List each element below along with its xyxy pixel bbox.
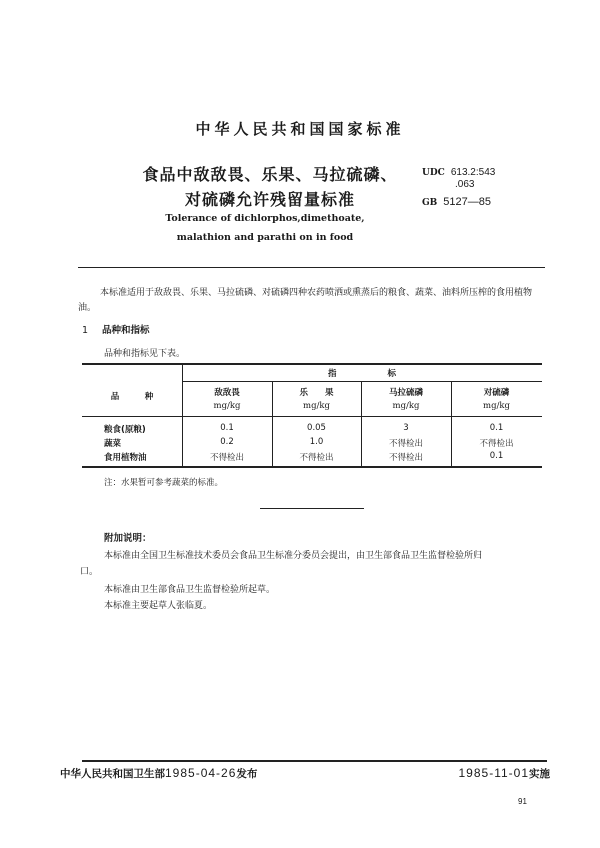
- table-cell: 不得检出: [209, 453, 244, 463]
- udc-value: 613.2:543: [450, 167, 496, 178]
- udc-value-line2: .063: [455, 179, 475, 190]
- table-group-header: 指 标: [327, 369, 396, 379]
- table-note: 注：水果暂可参考蔬菜的标准。: [104, 478, 224, 488]
- issue-suffix: 发布: [236, 768, 258, 780]
- table-row-header: 品 种: [110, 392, 154, 402]
- table-cell: 不得检出: [388, 439, 423, 449]
- gb-value: 5127—85: [443, 196, 492, 208]
- effective-info: [459, 766, 551, 781]
- gb-code: [422, 196, 491, 208]
- table-cell: 不得检出: [388, 453, 423, 463]
- issue-info: [60, 766, 257, 781]
- table-subheader-rule: [182, 381, 542, 382]
- section-number: 1: [82, 325, 89, 336]
- column-unit: mg/kg: [392, 401, 420, 411]
- row-label: 粮食(原粮): [104, 425, 146, 435]
- document-title-line1: 食品中敌敌畏、乐果、马拉硫磷、: [142, 165, 398, 184]
- column-header: 敌敌畏: [214, 388, 240, 398]
- udc-label: UDC: [422, 168, 445, 178]
- footer-divider: [82, 760, 547, 762]
- table-cell: 0.05: [307, 423, 326, 433]
- table-cell: 3: [403, 423, 409, 433]
- additional-paragraph2: 本标准由卫生部食品卫生监督检验所起草。: [104, 585, 276, 595]
- english-title-line1: Tolerance of dichlorphos,dimethoate,: [165, 213, 365, 224]
- gb-label: GB: [422, 198, 438, 208]
- table-cell: 不得检出: [479, 439, 514, 449]
- table-cell: 0.1: [489, 423, 504, 433]
- additional-paragraph1-line1: 本标准由全国卫生标准技术委员会食品卫生标准分委员会提出，由卫生部食品卫生监督检验所归: [104, 551, 483, 561]
- section-text: 品种和指标见下表。: [104, 349, 186, 359]
- additional-paragraph3: 本标准主要起草人张临夏。: [104, 601, 213, 611]
- column-header: 对硫磷: [483, 388, 510, 398]
- column-unit: mg/kg: [483, 401, 510, 411]
- table-cell: 0.1: [220, 423, 234, 433]
- section-divider: [260, 508, 364, 509]
- country-standard-heading: 中华人民共和国国家标准: [195, 120, 405, 138]
- effective-date: 1985-11-01: [458, 766, 529, 780]
- header-divider: [78, 267, 545, 268]
- column-unit: mg/kg: [213, 401, 241, 411]
- page-number: 91: [518, 797, 527, 806]
- row-label: 食用植物油: [104, 453, 147, 463]
- row-label: 蔬菜: [104, 439, 122, 449]
- table-cell: 1.0: [309, 437, 324, 447]
- section-heading: [82, 322, 150, 336]
- column-header: 马拉硫磷: [388, 388, 423, 398]
- english-title-line2: malathion and parathi on in food: [176, 232, 354, 243]
- intro-paragraph: 本标准适用于敌敌畏、乐果、马拉硫磷、对硫磷四种农药喷洒或熏蒸后的粮食、蔬菜、油料所压榨的食用植物油。: [78, 288, 533, 313]
- table-cell: 不得检出: [299, 453, 334, 463]
- table-top-rule: [82, 363, 542, 365]
- document-title-line2: 对硫磷允许残留量标准: [184, 190, 355, 209]
- additional-notes-title: 附加说明：: [104, 533, 152, 544]
- table-cell: 0.1: [489, 451, 504, 461]
- table-bottom-rule: [82, 466, 542, 468]
- effective-suffix: 实施: [529, 768, 550, 780]
- additional-paragraph1-line2: 口。: [80, 567, 99, 577]
- section-title: 品种和指标: [102, 325, 150, 336]
- table-cell: 0.2: [220, 437, 234, 447]
- udc-code: [422, 167, 495, 178]
- column-header: 乐 果: [299, 388, 334, 398]
- column-unit: mg/kg: [303, 401, 330, 411]
- issuer: 中华人民共和国卫生部: [60, 768, 165, 780]
- table-header-bottom-rule: [82, 416, 542, 417]
- issue-date: 1985-04-26: [165, 766, 237, 780]
